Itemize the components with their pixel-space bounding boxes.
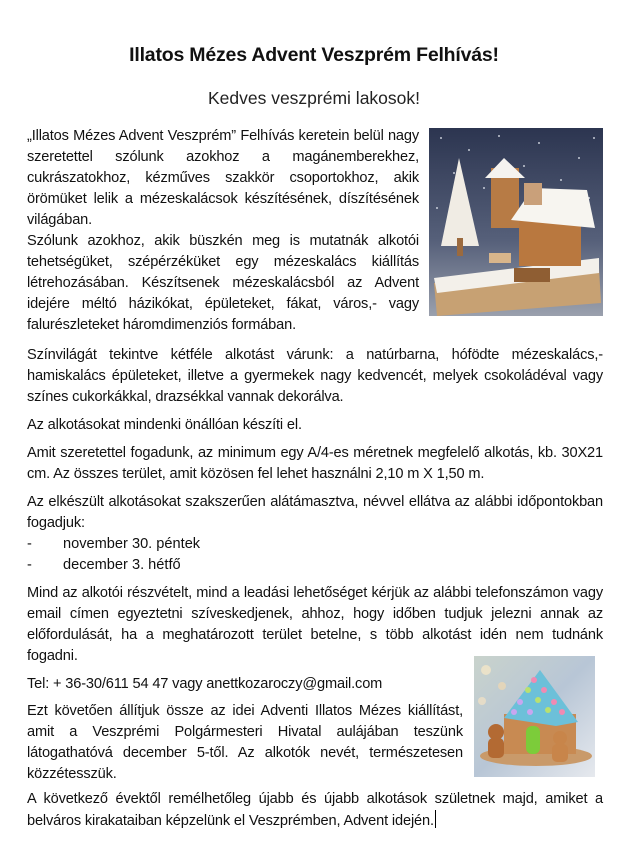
paragraph-intro: „Illatos Mézes Advent Veszprém” Felhívás keretein belül nagy szeretettel szólunk azokhoz a magánemberekhez, cukrászatokhoz, kézműves szakkör csoportokhoz, akik örömüket lelik a mézeskalácsok készítésének, díszítésének világában. xyxy=(27,128,419,228)
paragraph-contact-request: Mind az alkotói részvételt, mind a leadási lehetőséget kérjük az alábbi telefonszámon vagy email címen egyeztetni szíveskedjenek, ahhoz, hogy időben tudjuk jelezni annak az előfordulását, ha a meghatározott terület betelne, s több alkotást idén nem tudnánk fogadni. xyxy=(27,585,603,664)
snowy-gingerbread-house-image xyxy=(429,128,603,316)
list-bullet: - xyxy=(27,536,32,552)
paragraph-exhibition: Ezt követően állítjuk össze az idei Adventi Illatos Mézes kiállítást, amit a Veszprémi Polgármesteri Hivatal aulájában teszünk látogathatóvá december 5-től. Az alkotók nevét, természetesen közzétesszük. xyxy=(27,703,463,782)
contact-line: Tel: + 36-30/611 54 47 vagy anettkozaroczy@gmail.com xyxy=(27,676,383,692)
paragraph-future xyxy=(27,789,603,832)
paragraph-delivery: Az elkészült alkotásokat szakszerűen alátámasztva, névvel ellátva az alábbi időpontokban fogadjuk: xyxy=(27,494,603,531)
list-item xyxy=(27,555,181,576)
date-text: november 30. péntek xyxy=(63,536,201,552)
paragraph-invitation: Szólunk azokhoz, akik büszkén meg is mutatnák alkotói tehetségüket, szépérzéküket egy mézeskalács kiállítás létrehozásában. Készítsenek mézeskalácsból az Advent idejére méltó házikókat, épületeket, fákat, város,- vagy falurészleteket háromdimenziós formában. xyxy=(27,233,419,333)
paragraph-size: Amit szeretettel fogadunk, az minimum egy A/4-es méretnek megfelelő alkotás, kb. 30X21 cm. Az összes terület, amit közösen fel lehet használni 2,10 m X 1,50 m. xyxy=(27,445,603,482)
greeting: Kedves veszprémi lakosok! xyxy=(207,88,421,108)
text-cursor xyxy=(435,810,436,828)
paragraph-independent: Az alkotásokat mindenki önállóan készíti el. xyxy=(27,417,302,433)
list-bullet: - xyxy=(27,557,32,573)
list-item xyxy=(27,534,200,555)
document-title: Illatos Mézes Advent Veszprém Felhívás! xyxy=(129,44,499,66)
colorful-gingerbread-house-image xyxy=(474,656,595,777)
paragraph-future-text: A következő évektől remélhetőleg újabb és újabb alkotások születnek majd, amiket a belváros kirakataiban képzelünk el Veszprémben, Advent idején. xyxy=(27,791,603,829)
date-text: december 3. hétfő xyxy=(63,557,181,573)
paragraph-styles: Színvilágát tekintve kétféle alkotást várunk: a natúrbarna, hófödte mézeskalács,- hamiskalács épületeket, illetve a gyermekek nagy kedvencét, melyek csokoládéval vagy színes cukorkákkal, drazsékkal vannak dekorálva. xyxy=(27,347,603,405)
